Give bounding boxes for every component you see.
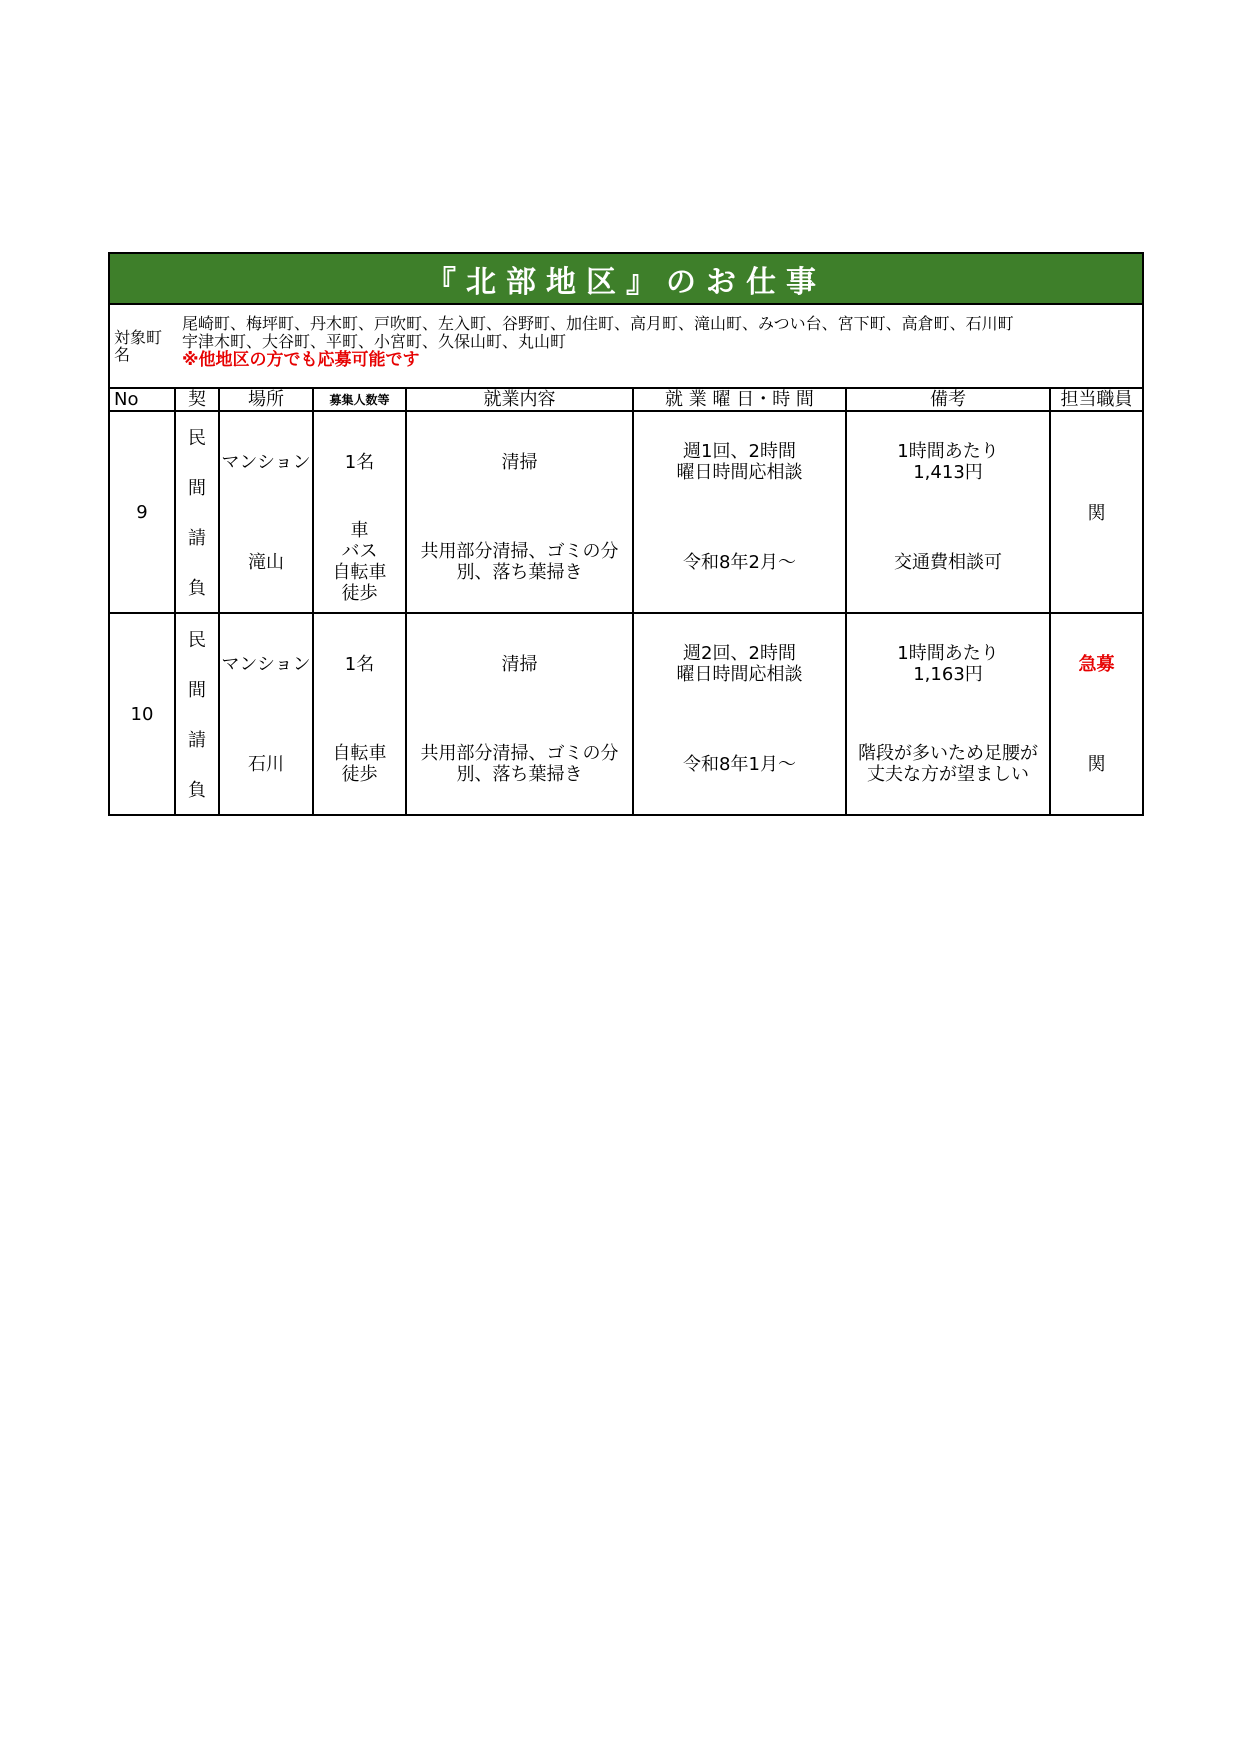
place-cell <box>219 613 313 815</box>
pay-amount: 1,413円 <box>913 462 983 483</box>
schedule-cell <box>633 613 846 815</box>
header-place: 場所 <box>219 388 313 411</box>
contract-char: 負 <box>188 578 206 599</box>
job-number: 10 <box>109 613 175 815</box>
contract-char: 間 <box>188 478 206 499</box>
contract-char: 民 <box>188 630 206 651</box>
recruit-count: 1名 <box>344 653 375 675</box>
contract-char: 民 <box>188 428 206 449</box>
recruit-cell <box>313 613 406 815</box>
contract-type <box>175 613 219 815</box>
commute-method: 徒歩 <box>341 583 378 604</box>
towns-line-2: 宇津木町、大谷町、平町、小宮町、久保山町、丸山町 <box>182 332 567 351</box>
work-detail: 共用部分清掃、ゴミの分 <box>420 541 619 562</box>
job-table <box>108 252 1144 816</box>
table-header-row <box>109 388 1143 411</box>
schedule-frequency: 週1回、2時間 <box>683 441 796 462</box>
header-schedule: 就 業 曜 日・時 間 <box>633 388 846 411</box>
commute-method: バス <box>341 541 378 562</box>
job-listing-sheet <box>108 252 1142 816</box>
schedule-note: 曜日時間応相談 <box>676 462 803 483</box>
table-row <box>109 613 1143 815</box>
contract-char: 負 <box>188 780 206 801</box>
contract-char: 請 <box>188 730 206 751</box>
commute-method: 徒歩 <box>341 764 378 785</box>
work-summary: 清掃 <box>501 451 538 473</box>
place-type: マンション <box>221 653 311 675</box>
staff-name: 関 <box>1087 503 1106 524</box>
page-title: 『北部地区』のお仕事 <box>109 253 1143 304</box>
header-no: No <box>109 388 175 411</box>
schedule-cell <box>633 411 846 613</box>
recruit-cell <box>313 411 406 613</box>
contract-char: 請 <box>188 528 206 549</box>
start-date: 令和8年1月～ <box>683 753 796 775</box>
pay-amount: 1,163円 <box>913 664 983 685</box>
other-area-note: ※他地区の方でも応募可能です <box>182 350 420 370</box>
place-cell <box>219 411 313 613</box>
commute-method: 自転車 <box>332 562 387 583</box>
pay-label: 1時間あたり <box>897 643 999 664</box>
schedule-note: 曜日時間応相談 <box>676 664 803 685</box>
schedule-frequency: 週2回、2時間 <box>683 643 796 664</box>
work-summary: 清掃 <box>501 653 538 675</box>
target-area-section <box>109 304 1143 388</box>
staff-cell <box>1050 411 1143 613</box>
recruit-count: 1名 <box>344 451 375 473</box>
remarks-cell <box>846 411 1050 613</box>
pay-label: 1時間あたり <box>897 441 999 462</box>
remark-text: 階段が多いため足腰が <box>858 743 1038 764</box>
target-towns <box>182 315 1062 369</box>
urgent-badge: 急募 <box>1078 653 1115 675</box>
commute-method: 自転車 <box>332 743 387 764</box>
contract-type <box>175 411 219 613</box>
towns-line-1: 尾崎町、梅坪町、丹木町、戸吹町、左入町、谷野町、加住町、高月町、滝山町、みつい台、宮下町、高倉町、石川町 <box>182 314 1014 333</box>
work-detail: 別、落ち葉掃き <box>456 562 583 583</box>
staff-name: 関 <box>1087 753 1106 775</box>
commute-method: 車 <box>350 520 369 541</box>
place-name: 滝山 <box>248 551 284 573</box>
work-cell <box>406 411 633 613</box>
staff-cell <box>1050 613 1143 815</box>
remark-text: 丈夫な方が望ましい <box>867 764 1029 785</box>
start-date: 令和8年2月～ <box>683 551 796 573</box>
table-row <box>109 411 1143 613</box>
header-remarks: 備考 <box>846 388 1050 411</box>
header-work: 就業内容 <box>406 388 633 411</box>
remark-text: 交通費相談可 <box>894 551 1002 573</box>
place-name: 石川 <box>248 753 284 775</box>
header-staff: 担当職員 <box>1050 388 1143 411</box>
work-cell <box>406 613 633 815</box>
job-number: 9 <box>109 411 175 613</box>
place-type: マンション <box>221 451 311 473</box>
contract-char: 間 <box>188 680 206 701</box>
header-recruit: 募集人数等 <box>313 388 406 411</box>
remarks-cell <box>846 613 1050 815</box>
work-detail: 別、落ち葉掃き <box>456 764 583 785</box>
header-contract: 契 <box>175 388 219 411</box>
target-area-label: 対象町名 <box>114 328 163 364</box>
work-detail: 共用部分清掃、ゴミの分 <box>420 743 619 764</box>
